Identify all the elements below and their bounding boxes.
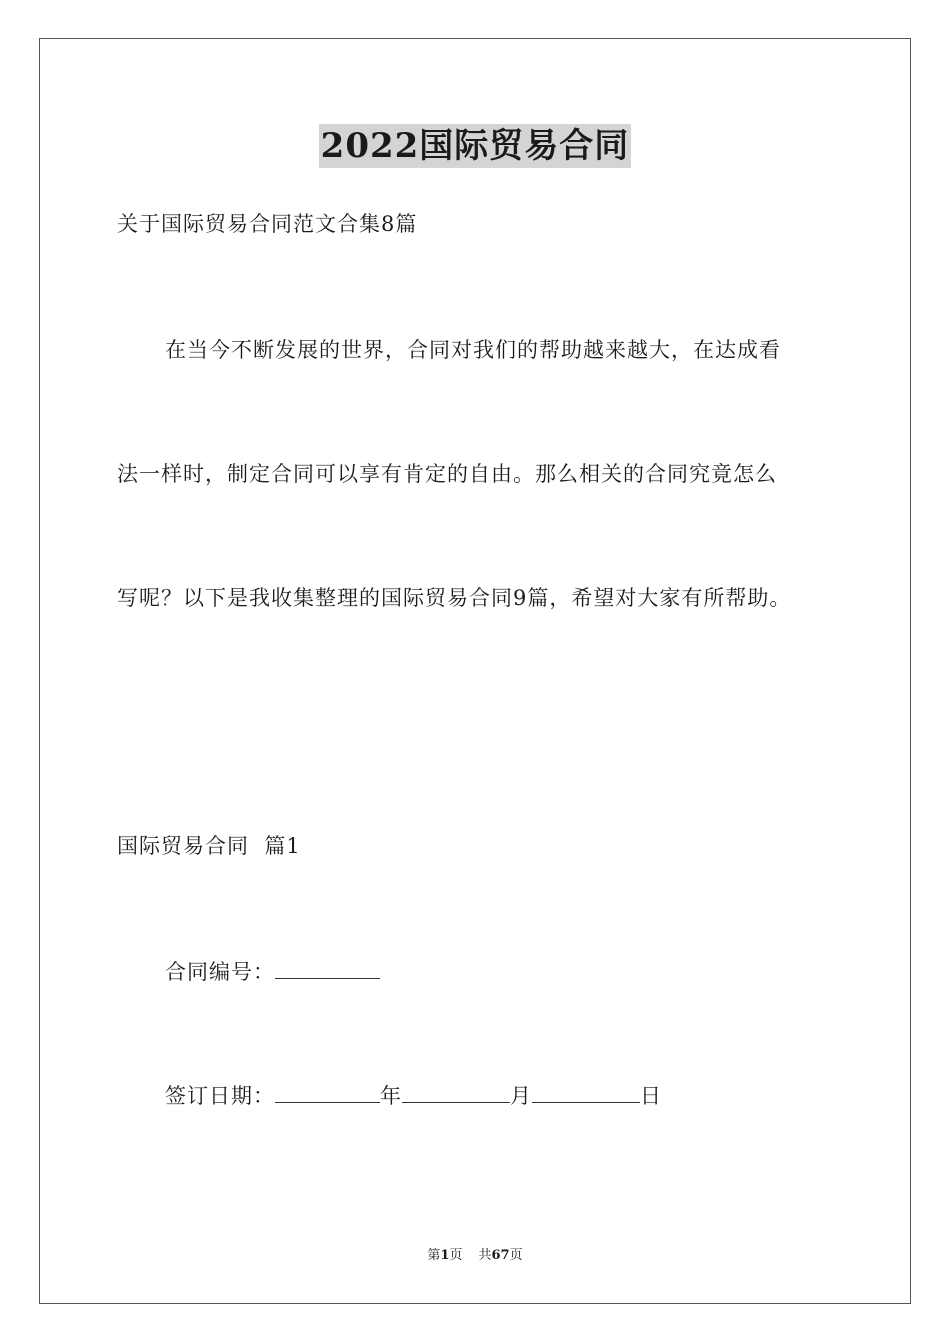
document-title: 2022国际贸易合同 (320, 126, 630, 166)
footer-total-suffix: 页 (509, 1248, 523, 1263)
intro-paragraph-line-3: 写呢？以下是我收集整理的国际贸易合同9篇，希望对大家有所帮助。 (117, 586, 792, 610)
document-subtitle: 关于国际贸易合同范文合集8篇 (117, 212, 418, 236)
year-blank (275, 1080, 380, 1103)
day-blank (532, 1080, 640, 1103)
signing-date-label: 签订日期： (165, 1084, 275, 1108)
footer-page-prefix: 第 (427, 1248, 441, 1263)
footer-page-suffix: 页 (449, 1248, 463, 1263)
contract-number-blank (275, 956, 380, 979)
month-label: 月 (510, 1084, 532, 1108)
contract-number-label: 合同编号： (165, 960, 275, 984)
month-blank (402, 1080, 510, 1103)
section-heading: 国际贸易合同 篇1 (117, 834, 301, 858)
intro-paragraph-line-1: 在当今不断发展的世界，合同对我们的帮助越来越大，在达成看 (165, 338, 781, 362)
footer-total-prefix: 共 (478, 1248, 492, 1263)
year-label: 年 (380, 1084, 402, 1108)
contract-number-field (165, 956, 380, 987)
footer-page-current: 1 (440, 1248, 450, 1263)
intro-paragraph-line-2: 法一样时，制定合同可以享有肯定的自由。那么相关的合同究竟怎么 (117, 462, 777, 486)
footer-page-total: 67 (491, 1248, 510, 1263)
title-container (0, 124, 950, 168)
day-label: 日 (640, 1084, 662, 1108)
page-footer (0, 1247, 950, 1265)
signing-date-field (165, 1080, 662, 1111)
